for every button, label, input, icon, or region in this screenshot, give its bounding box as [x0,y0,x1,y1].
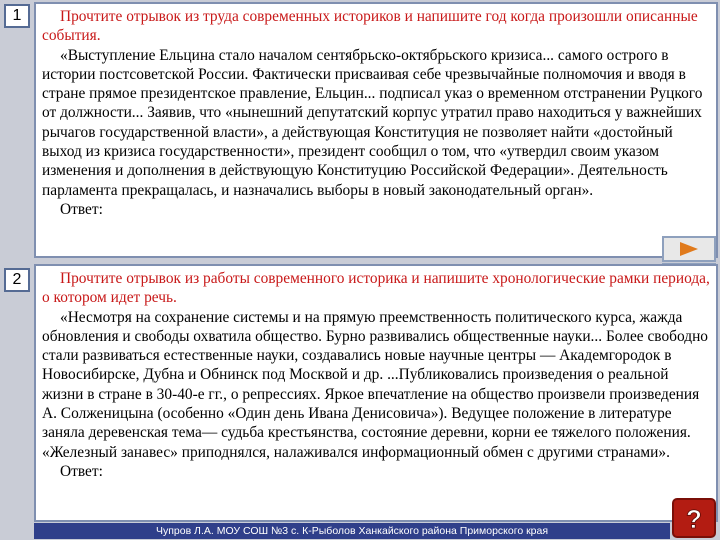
task-text-1 [42,7,710,219]
task-text-2 [42,269,710,481]
help-glyph: ? [686,504,702,533]
task-number-2: 2 [4,268,30,292]
task-panel-1 [34,2,718,258]
task-instruction: Прочтите отрывок из работы современного историка и напишите хронологические рамки периода, о котором идет речь. [42,270,710,307]
task-quote: «Выступление Ельцина стало началом сентябрьско-октябрьского кризиса... самого острого в истории постсоветской России. Фактически присваивая себе чрезвычайные полномочия и вводя в стране прямое президентское правление, Ельцин... подписал указ о временном отстранении Руцкого от должности... Заявив, что «нынешний депутатский корпус утратил право находиться у важнейших рычагов государственной власти», а действующая Конституция не позволяет найти «достойный выход из кризиса государственности», президент сообщил о том, что «утвердил своим указом изменения и дополнения в действующую Конституцию Российской Федерации». Деятельность парламента прекращалась, и назначались выборы в новый законодательный орган». [42,46,703,199]
task-number-1: 1 [4,4,30,28]
task-instruction: Прочтите отрывок из труда современных историков и напишите год когда произошли описанные события. [42,8,698,45]
footer-text: Чупров Л.А. МОУ СОШ №3 с. К-Рыболов Ханкайского района Приморского края [155,525,549,537]
question-mark-icon [679,503,709,533]
answer-label: Ответ: [60,462,103,480]
task-panel-2 [34,264,718,522]
answer-label: Ответ: [60,200,103,218]
help-button[interactable] [672,498,716,538]
task-quote: «Несмотря на сохранение системы и на прямую преемственность политического курса, жажда обновления и свободы охватила общество. Бурно развивались общественные науки... Более свободно стали развиваться естественные науки, создавались новые научные центры — Академгородок в Новосибирске, Дубна и Обнинск под Москвой и др. ...Публиковались произведения о реальной жизни в стране в 30-40-е гг., о репрессиях. Яркое впечатление на общество произвели произведения А. Солженицына (особенно «Один день Ивана Денисовича»). Ведущее положение в литературе заняла деревенская тема— судьба крестьянства, состояние деревни, корни ее тяжелого положения. «Железный занавес» приподнялся, налаживался информационный обмен с другими странами». [42,308,708,461]
play-arrow-icon [678,241,700,257]
next-slide-button[interactable] [662,236,716,262]
footer-author-bar [34,523,670,539]
